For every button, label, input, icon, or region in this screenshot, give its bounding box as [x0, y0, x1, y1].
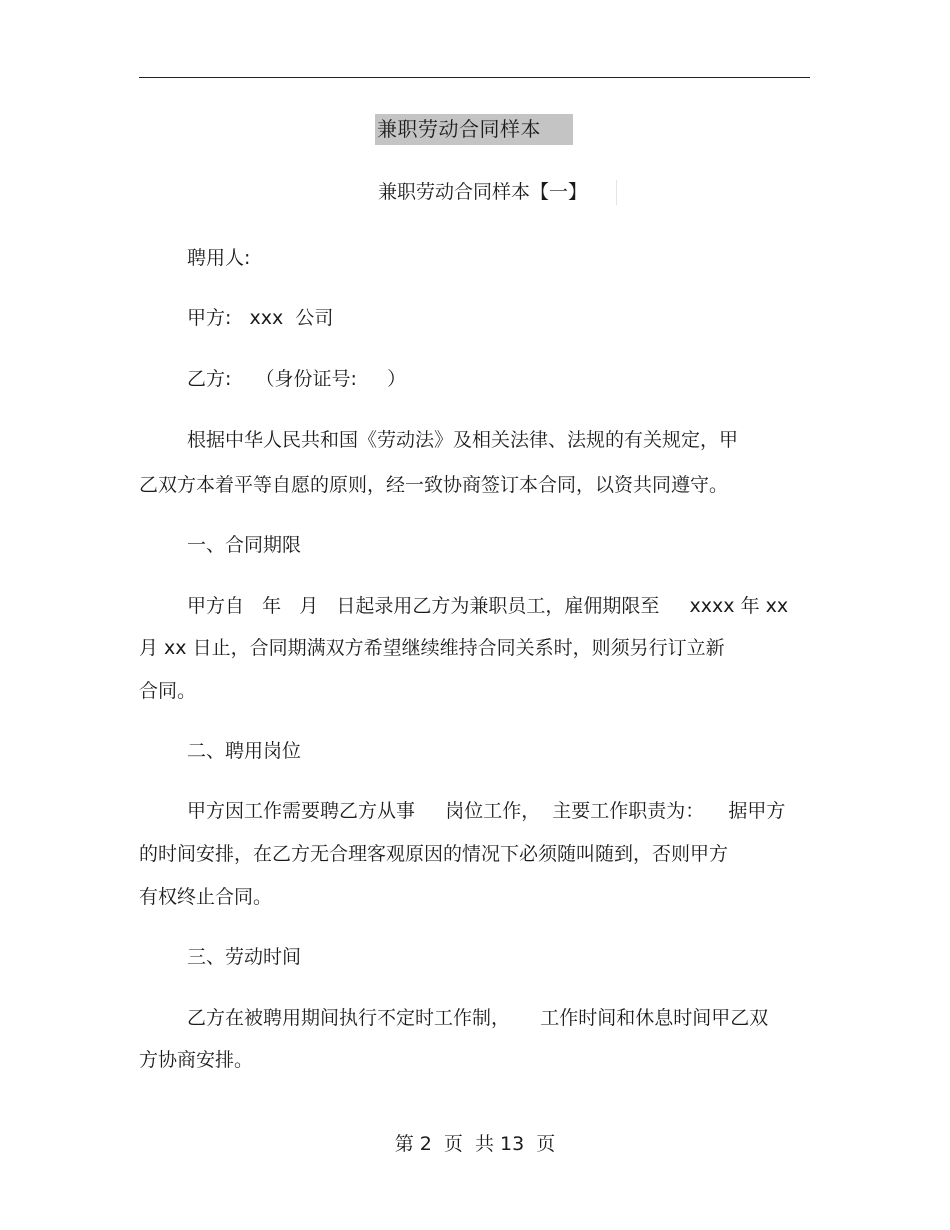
- preamble-line-1: 根据中华人民共和国《劳动法》及相关法律、法规的有关规定，甲: [187, 429, 739, 451]
- header-rule: [139, 77, 810, 78]
- position-line-2: 的时间安排，在乙方无合理客观原因的情况下必须随叫随到，否则甲方: [139, 843, 729, 865]
- position-line-3: 有权终止合同。: [139, 886, 273, 908]
- party-b-line: 乙方: （身份证号: ）: [187, 368, 407, 390]
- term-line-3: 合同。: [139, 680, 197, 702]
- preamble-line-2: 乙双方本着平等自愿的原则，经一致协商签订本合同，以资共同遵守。: [139, 474, 729, 496]
- position-line-1: 甲方因工作需要聘乙方从事 岗位工作， 主要工作职责为： 据甲方: [187, 800, 786, 822]
- party-employer-label: 聘用人:: [187, 247, 251, 269]
- party-a-line: 甲方: xxx 公司: [187, 307, 334, 329]
- hours-line-1: 乙方在被聘用期间执行不定时工作制， 工作时间和休息时间甲乙双: [187, 1007, 769, 1029]
- term-line-1: 甲方自 年 月 日起录用乙方为兼职员工，雇佣期限至 xxxx 年 xx: [187, 595, 789, 617]
- subtitle-box-edge: [616, 180, 617, 205]
- section-heading-hours: 三、劳动时间: [187, 946, 302, 968]
- page-number: 第 2 页 共 13 页: [394, 1133, 556, 1155]
- document-subtitle: 兼职劳动合同样本【一】: [378, 181, 588, 203]
- hours-line-2: 方协商安排。: [139, 1049, 254, 1071]
- section-heading-term: 一、合同期限: [187, 534, 302, 556]
- section-heading-position: 二、聘用岗位: [187, 740, 302, 762]
- term-line-2: 月 xx 日止，合同期满双方希望继续维持合同关系时，则须另行订立新: [139, 637, 725, 659]
- document-title: 兼职劳动合同样本: [375, 114, 573, 145]
